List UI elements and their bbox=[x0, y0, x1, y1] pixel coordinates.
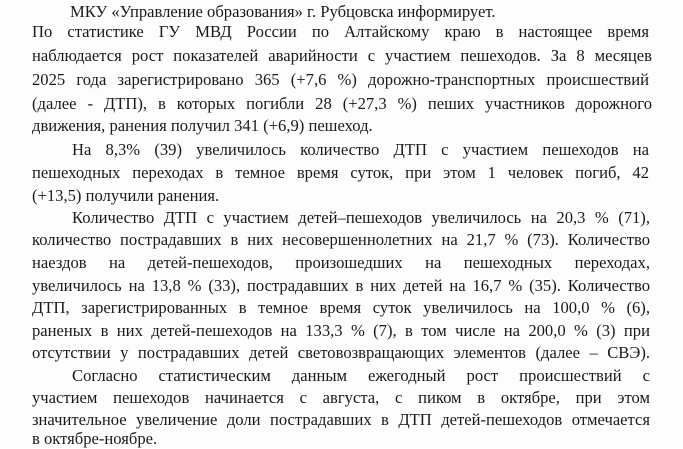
paragraph-2-line-3: (+13,5) получили ранения. bbox=[32, 186, 220, 205]
paragraph-1-line-5: движения, ранения получил 341 (+6,9) пешеход. bbox=[32, 116, 373, 135]
paragraph-1-line-4: (далее - ДТП), в которых погибли 28 (+27,3 %) пеших участников дорожного bbox=[32, 94, 652, 113]
paragraph-4-line-1: Согласно статистическим данным ежегодный рост происшествий с bbox=[72, 366, 650, 385]
paragraph-4-line-3: значительное увеличение доли пострадавших в ДТП детей-пешеходов отмечается bbox=[32, 410, 650, 429]
paragraph-3-line-4: увеличилось на 13,8 % (33), пострадавших в них детей на 16,7 % (35). Количество bbox=[32, 276, 650, 295]
paragraph-1-line-2: наблюдается рост показателей аварийности с участием пешеходов. За 8 месяцев bbox=[32, 46, 652, 65]
paragraph-3-line-1: Количество ДТП с участием детей–пешеходов увеличилось на 20,3 % (71), bbox=[72, 208, 650, 227]
paragraph-3-line-2: количество пострадавших в них несовершеннолетних на 21,7 % (73). Количество bbox=[32, 230, 650, 249]
paragraph-2-line-1: На 8,3% (39) увеличилось количество ДТП с участием пешеходов на bbox=[72, 140, 649, 159]
paragraph-4-line-2: участием пешеходов начинается с августа, с пиком в октябре, при этом bbox=[32, 388, 650, 407]
paragraph-3-line-6: раненых в них детей-пешеходов на 133,3 % (7), в том числе на 200,0 % (3) при bbox=[32, 321, 650, 340]
paragraph-3-line-3: наездов на детей-пешеходов, произошедших на пешеходных переходах, bbox=[32, 253, 650, 272]
paragraph-3-line-5: ДТП, зарегистрированных в темное время суток увеличилось на 100,0 % (6), bbox=[32, 298, 650, 317]
paragraph-4-line-4: в октябре-ноябре. bbox=[32, 429, 158, 448]
paragraph-1-line-3: 2025 года зарегистрировано 365 (+7,6 %) дорожно-транспортных происшествий bbox=[32, 70, 649, 89]
document-title: МКУ «Управление образования» г. Рубцовска информирует. bbox=[70, 2, 496, 21]
paragraph-3-line-7: отсутствии у пострадавших детей световозвращающих элементов (далее – СВЭ). bbox=[32, 343, 650, 362]
paragraph-1-line-1: По статистике ГУ МВД России по Алтайскому краю в настоящее время bbox=[32, 22, 649, 41]
paragraph-2-line-2: пешеходных переходах в темное время суток, при этом 1 человек погиб, 42 bbox=[32, 163, 649, 182]
